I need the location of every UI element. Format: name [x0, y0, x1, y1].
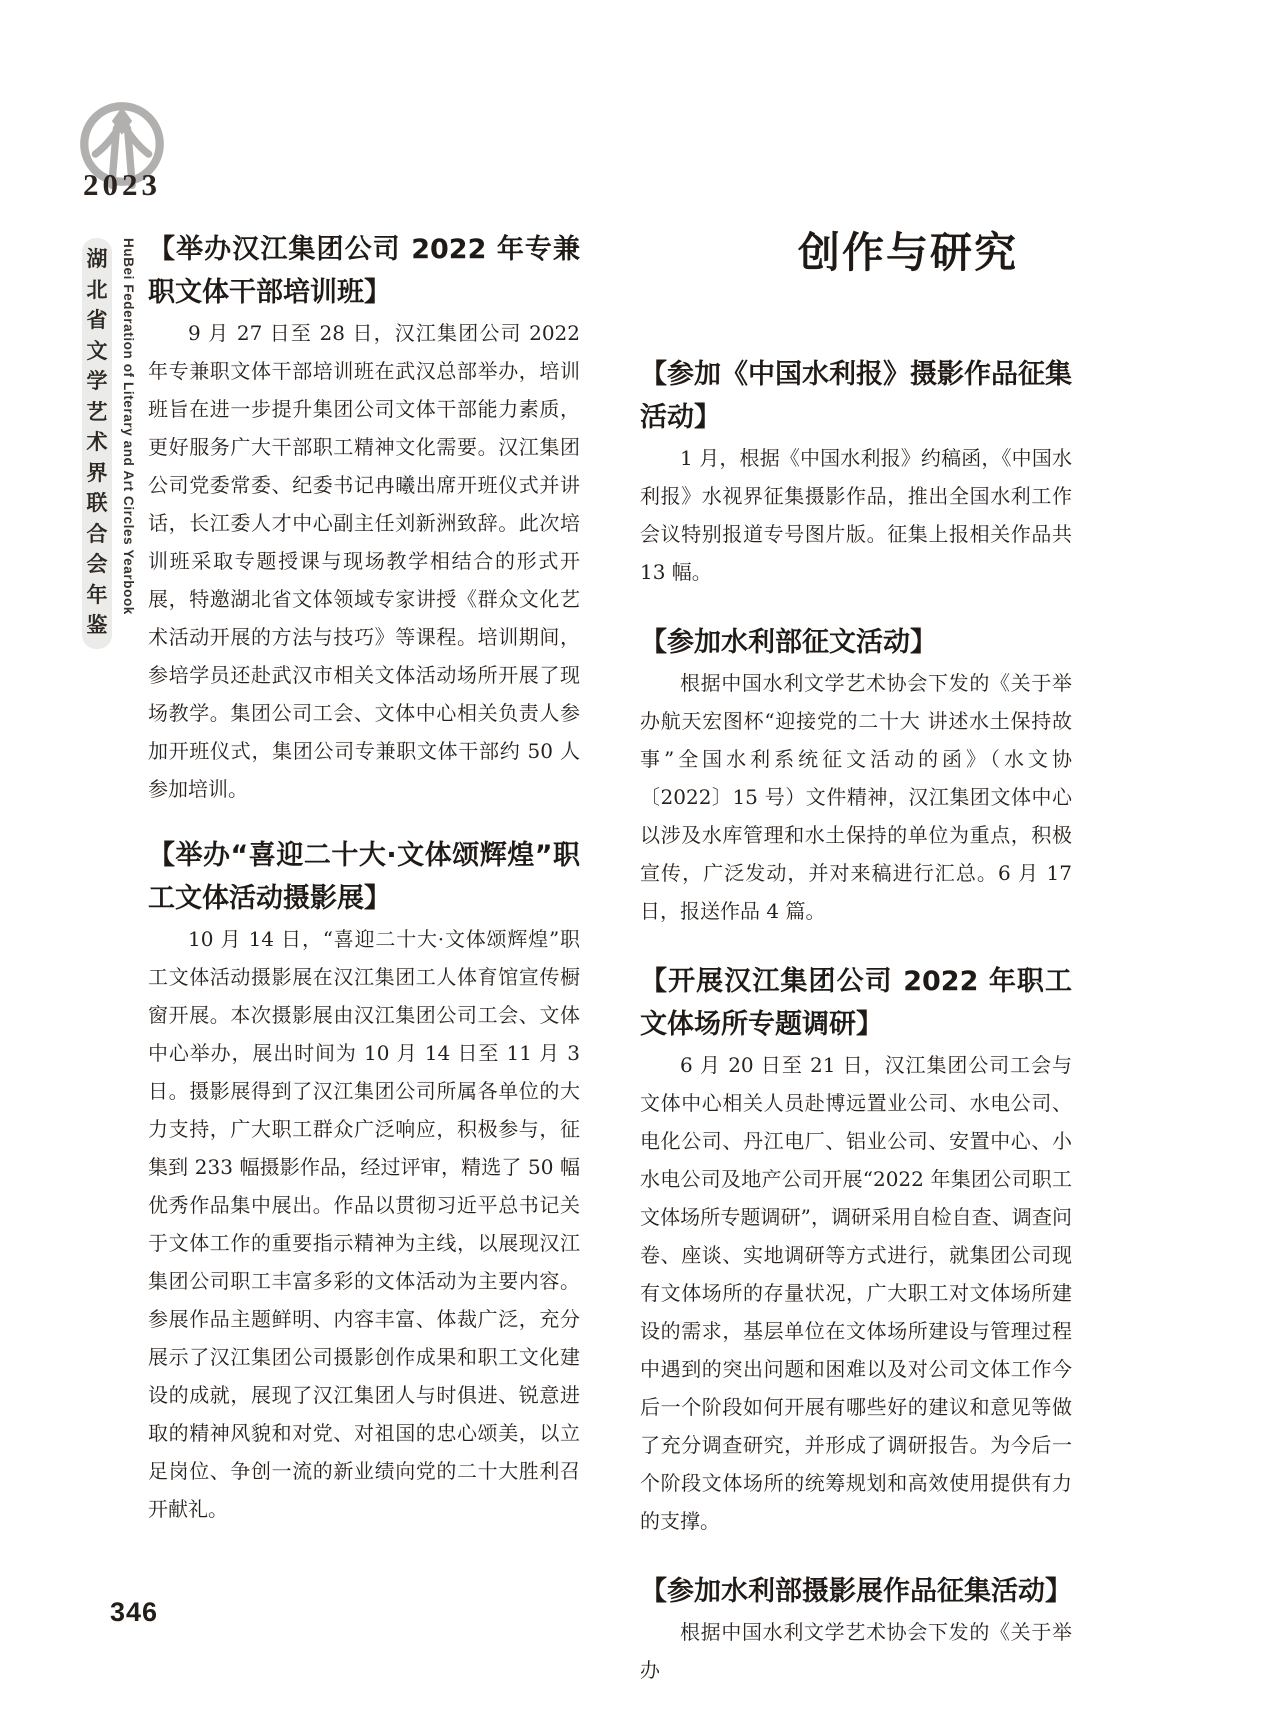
sidebar-char: 界 — [86, 460, 108, 485]
section-title: 创作与研究 — [797, 228, 1018, 277]
article-title: 【参加水利部征文活动】 — [640, 627, 937, 658]
sidebar-char: 省 — [86, 308, 108, 332]
article-title: 【开展汉江集团公司 2022 年职工文体场所专题调研】 — [640, 966, 1072, 1040]
sidebar-char: 会 — [86, 552, 108, 576]
article-body: 1 月，根据《中国水利报》约稿函，《中国水利报》水视界征集摄影作品，推出全国水利工作会议特别报道专号图片版。征集上报相关作品共 13 幅。 — [640, 446, 1072, 584]
article-body: 10 月 14 日，“喜迎二十大·文体颂辉煌”职工文体活动摄影展在汉江集团工人体育馆宣传橱窗开展。本次摄影展由汉江集团公司工会、文体中心举办，展出时间为 10 月 14 日至 11 月 3 日。摄影展得到了汉江集团公司所属各单位的大力支持，广大职工群众广泛响应，积极参与，征集到 233 幅摄影作品，经过评审，精选了 50 幅优秀作品集中展出。作品以贯彻习近平总书记关于文体工作的重要指示精神为主线，以展现汉江集团公司职工丰富多彩的文体活动为主要内容。参展作品主题鲜明、内容丰富、体裁广泛，充分展示了汉江集团公司摄影创作成果和职工文化建设的成就，展现了汉江集团人与时俱进、锐意进取的精神风貌和对党、对祖国的忠心颂美，以立足岗位、争创一流的新业绩向党的二十大胜利召开献礼。 — [148, 927, 580, 1521]
sidebar-char: 北 — [86, 277, 108, 302]
sidebar-char: 合 — [86, 521, 108, 546]
sidebar-char: 术 — [86, 430, 108, 454]
article — [640, 353, 1072, 591]
edition-year: 2023 — [83, 167, 161, 202]
article — [148, 228, 580, 808]
article — [640, 1570, 1072, 1689]
sidebar-char: 艺 — [86, 399, 108, 424]
article-title: 【举办汉江集团公司 2022 年专兼职文体干部培训班】 — [148, 234, 580, 308]
article-title: 【举办“喜迎二十大·文体颂辉煌”职工文体活动摄影展】 — [148, 840, 580, 914]
article — [640, 960, 1072, 1540]
sidebar-char: 文 — [86, 338, 108, 363]
article-body: 根据中国水利文学艺术协会下发的《关于举办 — [640, 1620, 1072, 1682]
article-title: 【参加《中国水利报》摄影作品征集活动】 — [640, 359, 1072, 433]
article — [640, 621, 1072, 930]
sidebar-char: 湖 — [86, 247, 108, 271]
page-number: 346 — [110, 1597, 159, 1627]
sidebar-char: 联 — [86, 491, 108, 515]
article-body: 6 月 20 日至 21 日，汉江集团公司工会与文体中心相关人员赴博远置业公司、水电公司、电化公司、丹江电厂、铝业公司、安置中心、小水电公司及地产公司开展“2022 年集团公司职工文体场所专题调研”，调研采用自检自查、调查问卷、座谈、实地调研等方式进行，就集团公司现有文体场所的存量状况，广大职工对文体场所建设的需求，基层单位在文体场所建设与管理过程中遇到的突出问题和困难以及对公司文体工作今后一个阶段如何开展有哪些好的建议和意见等做了充分调查研究，并形成了调研报告。为今后一个阶段文体场所的统筹规划和高效使用提供有力的支撑。 — [640, 1053, 1072, 1533]
sidebar-char: 学 — [86, 369, 108, 393]
sidebar-vertical-title-en: HuBei Federation of Literary and Art Circles Yearbook — [121, 238, 136, 615]
sidebar-vertical-title-cn — [82, 238, 112, 649]
article-body: 9 月 27 日至 28 日，汉江集团公司 2022 年专兼职文体干部培训班在武汉总部举办，培训班旨在进一步提升集团公司文体干部能力素质，更好服务广大干部职工精神文化需要。汉江集团公司党委常委、纪委书记冉曦出席开班仪式并讲话，长江委人才中心副主任刘新洲致辞。此次培训班采取专题授课与现场教学相结合的形式开展，特邀湖北省文体领域专家讲授《群众文化艺术活动开展的方法与技巧》等课程。培训期间，参培学员还赴武汉市相关文体活动场所开展了现场教学。集团公司工会、文体中心相关负责人参加开班仪式，集团公司专兼职文体干部约 50 人参加培训。 — [148, 321, 580, 801]
right-column — [640, 225, 1072, 1689]
article — [148, 834, 580, 1528]
sidebar-char: 年 — [86, 582, 108, 607]
article-title: 【参加水利部摄影展作品征集活动】 — [640, 1576, 1072, 1607]
left-column — [148, 228, 580, 1528]
sidebar-char: 鉴 — [86, 613, 108, 637]
article-body: 根据中国水利文学艺术协会下发的《关于举办航天宏图杯“迎接党的二十大 讲述水土保持故事”全国水利系统征文活动的函》（水文协〔2022〕15 号）文件精神，汉江集团文体中心以涉及水库管理和水土保持的单位为重点，积极宣传，广泛发动，并对来稿进行汇总。6 月 17 日，报送作品 4 篇。 — [640, 671, 1072, 923]
